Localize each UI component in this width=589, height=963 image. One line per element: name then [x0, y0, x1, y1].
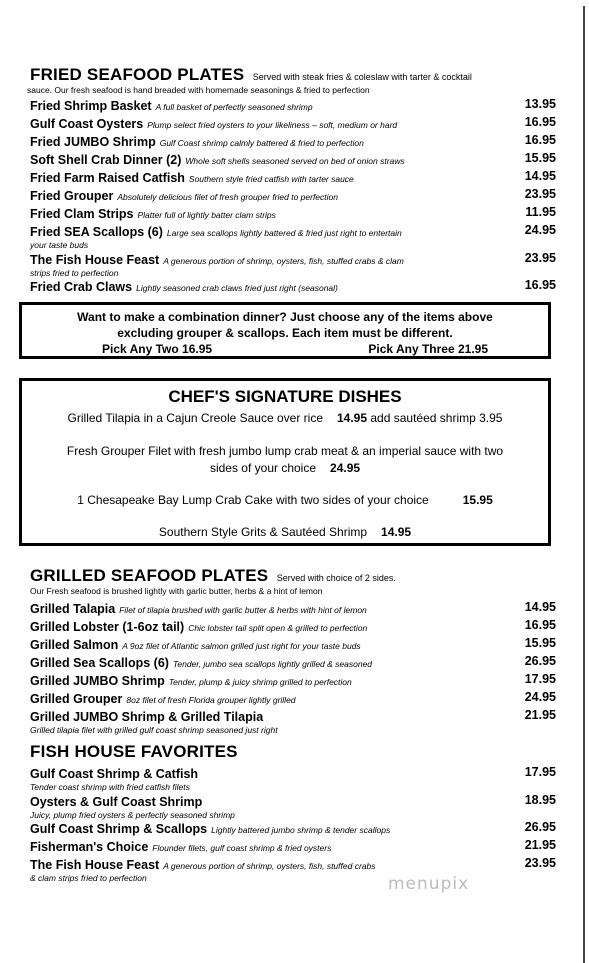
- item-description: Plump select fried oysters to your likeliness – soft, medium or hard: [147, 120, 398, 130]
- item-description: Tender, jumbo sea scallops lightly grilled & seasoned: [172, 659, 373, 669]
- dish-text: Grilled Tilapia in a Cajun Creole Sauce over rice: [67, 411, 323, 425]
- menu-item[interactable]: [30, 205, 556, 223]
- item-description: A generous portion of shrimp, oysters, fish, stuffed crabs: [163, 861, 376, 871]
- dish-extra: add sautéed shrimp 3.95: [370, 411, 503, 425]
- pick-three-option[interactable]: Pick Any Three 21.95: [368, 342, 488, 356]
- dish-price: 15.95: [462, 493, 493, 507]
- item-price: 24.95: [524, 223, 556, 237]
- item-name: Oysters & Gulf Coast Shrimp: [30, 794, 203, 809]
- item-description: Lightly seasoned crab claws fried just right (seasonal): [136, 283, 338, 293]
- section-title: FRIED SEAFOOD PLATES: [30, 65, 245, 84]
- section-title: CHEF'S SIGNATURE DISHES: [168, 387, 402, 406]
- menu-item[interactable]: [30, 97, 556, 115]
- item-price: 17.95: [524, 672, 556, 686]
- item-description: A generous portion of shrimp, oysters, fish, stuffed crabs & clam: [163, 255, 404, 266]
- item-name: Fried Farm Raised Catfish: [30, 171, 185, 185]
- item-name: Fried SEA Scallops (6): [30, 225, 163, 239]
- item-description: Absolutely delicious filet of fresh grouper fried to perfection: [117, 192, 338, 202]
- item-price: 21.95: [524, 838, 556, 852]
- item-name: Grilled Talapia: [30, 602, 116, 616]
- item-description: A full basket of perfectly seasoned shrimp: [155, 102, 313, 112]
- menu-item[interactable]: [30, 251, 556, 279]
- fish-house-favorites-section: [30, 743, 556, 884]
- item-description-cont: Juicy, plump fried oysters & perfectly seasoned shrimp: [30, 809, 235, 820]
- item-price: 23.95: [524, 250, 556, 265]
- item-price: 13.95: [524, 97, 556, 111]
- item-name: Grilled Salmon: [30, 638, 119, 652]
- menu-item[interactable]: [30, 133, 556, 151]
- item-price: 26.95: [524, 654, 556, 668]
- chef-dish[interactable]: [22, 410, 548, 427]
- menu-item[interactable]: [30, 856, 556, 884]
- item-price: 15.95: [524, 151, 556, 165]
- dish-text: Fresh Grouper Filet with fresh jumbo lump crab meat & an imperial sauce with two: [66, 444, 504, 458]
- menu-item[interactable]: [30, 793, 556, 821]
- menu-item[interactable]: [30, 187, 556, 205]
- section-note: Served with steak fries & coleslaw with tarter & cocktail: [252, 72, 472, 82]
- item-name: Gulf Coast Shrimp & Scallops: [30, 822, 208, 836]
- chef-signature-box: [19, 378, 551, 546]
- item-price: 16.95: [524, 133, 556, 147]
- menu-item[interactable]: [30, 690, 556, 708]
- item-price: 23.95: [524, 856, 556, 870]
- item-description-cont: strips fried to perfection: [30, 267, 119, 278]
- item-price: 24.95: [524, 690, 556, 704]
- item-name: Fried Shrimp Basket: [30, 99, 152, 113]
- menu-item[interactable]: [30, 223, 556, 251]
- item-price: 14.95: [524, 600, 556, 614]
- item-description: 8oz filet of fresh Florida grouper lightly grilled: [126, 695, 296, 705]
- item-name: Grilled JUMBO Shrimp & Grilled Tilapia: [30, 710, 264, 724]
- menu-item[interactable]: [30, 169, 556, 187]
- item-price: 18.95: [524, 792, 556, 807]
- item-price: 14.95: [524, 169, 556, 183]
- item-price: 15.95: [524, 636, 556, 650]
- item-description: Filet of tilapia brushed with garlic butter & herbs with hint of lemon: [119, 605, 367, 615]
- menu-item[interactable]: [30, 820, 556, 838]
- section-title: FISH HOUSE FAVORITES: [30, 742, 238, 761]
- item-name: Grilled Sea Scallops (6): [30, 656, 169, 670]
- item-description-cont: Tender coast shrimp with fried catfish filets: [30, 782, 190, 792]
- item-price: 16.95: [524, 115, 556, 129]
- section-title: GRILLED SEAFOOD PLATES: [30, 566, 269, 585]
- dish-price: 14.95: [337, 411, 368, 425]
- item-name: The Fish House Feast: [30, 252, 160, 267]
- menu-item[interactable]: [30, 708, 556, 736]
- item-price: 16.95: [524, 618, 556, 632]
- menu-item[interactable]: [30, 151, 556, 169]
- item-name: Soft Shell Crab Dinner (2): [30, 153, 182, 167]
- item-name: Fried JUMBO Shrimp: [30, 135, 156, 149]
- item-name: Fisherman's Choice: [30, 840, 149, 854]
- watermark-logo: menupix: [388, 874, 470, 894]
- chef-dish[interactable]: [22, 443, 548, 477]
- item-description-cont: your taste buds: [30, 240, 89, 250]
- menu-item[interactable]: [30, 672, 556, 690]
- fried-seafood-section: [27, 65, 556, 296]
- item-price: 16.95: [524, 278, 556, 292]
- menu-item[interactable]: [30, 765, 556, 793]
- section-note: Served with choice of 2 sides.: [276, 573, 396, 583]
- item-price: 11.95: [525, 205, 556, 219]
- item-name: The Fish House Feast: [30, 858, 160, 872]
- item-description: Chic lobster tail split open & grilled to perfection: [188, 623, 368, 633]
- item-name: Grilled Lobster (1-6oz tail): [30, 620, 185, 634]
- item-price: 21.95: [524, 708, 556, 722]
- item-price: 17.95: [524, 765, 556, 779]
- menu-item[interactable]: [30, 115, 556, 133]
- item-description: Large sea scallops lightly battered & fried just right to entertain: [166, 228, 402, 238]
- menu-item[interactable]: [30, 600, 556, 618]
- item-price: 26.95: [524, 820, 556, 834]
- pick-two-option[interactable]: Pick Any Two 16.95: [102, 342, 213, 356]
- item-description-cont: & clam strips fried to perfection: [30, 873, 147, 883]
- item-name: Fried Grouper: [30, 189, 114, 203]
- dish-text: Southern Style Grits & Sautéed Shrimp: [158, 525, 368, 539]
- item-description: Flounder filets, gulf coast shrimp & fried oysters: [152, 843, 332, 853]
- menu-item[interactable]: [30, 838, 556, 856]
- dish-price: 24.95: [330, 461, 361, 475]
- grilled-seafood-section: [30, 567, 556, 736]
- item-description-cont: Grilled tilapia filet with grilled gulf coast shrimp seasoned just right: [30, 725, 278, 735]
- combination-box: [19, 302, 551, 359]
- chef-dish[interactable]: [22, 492, 548, 509]
- menu-item[interactable]: [30, 618, 556, 636]
- combo-line-2: excluding grouper & scallops. Each item must be different.: [117, 326, 453, 340]
- dish-text-cont: sides of your choice: [209, 461, 317, 475]
- page-border-right: [583, 6, 585, 963]
- menu-item[interactable]: [30, 654, 556, 672]
- item-name: Gulf Coast Oysters: [30, 117, 144, 131]
- item-name: Grilled JUMBO Shrimp: [30, 674, 165, 688]
- combo-line-1: Want to make a combination dinner? Just choose any of the items above: [77, 310, 493, 324]
- item-description: Southern style fried catfish with tarter sauce: [188, 174, 354, 184]
- item-name: Grilled Grouper: [30, 692, 123, 706]
- item-description: A 9oz filet of Atlantic salmon grilled just right for your taste buds: [122, 641, 361, 651]
- item-description: Platter full of lightly batter clam strips: [137, 210, 276, 220]
- chef-dish[interactable]: [22, 524, 548, 541]
- item-description: Gulf Coast shrimp calmly battered & fried to perfection: [159, 138, 364, 148]
- item-price: 23.95: [524, 187, 556, 201]
- menu-item[interactable]: [30, 278, 556, 296]
- item-name: Fried Clam Strips: [30, 207, 134, 221]
- section-subtitle: Our Fresh seafood is brushed lightly with garlic butter, herbs & a hint of lemon: [30, 586, 323, 596]
- dish-text: 1 Chesapeake Bay Lump Crab Cake with two sides of your choice: [77, 493, 429, 507]
- item-name: Fried Crab Claws: [30, 280, 133, 294]
- item-description: Whole soft shells seasoned served on bed of onion straws: [185, 156, 405, 166]
- section-subtitle: sauce. Our fresh seafood is hand breaded with homemade seasonings & fried to perfection: [27, 85, 370, 95]
- item-description: Tender, plump & juicy shrimp grilled to perfection: [168, 677, 352, 687]
- menu-item[interactable]: [30, 636, 556, 654]
- dish-price: 14.95: [381, 525, 412, 539]
- item-name: Gulf Coast Shrimp & Catfish: [30, 767, 199, 781]
- item-description: Lightly battered jumbo shrimp & tender scallops: [211, 825, 391, 835]
